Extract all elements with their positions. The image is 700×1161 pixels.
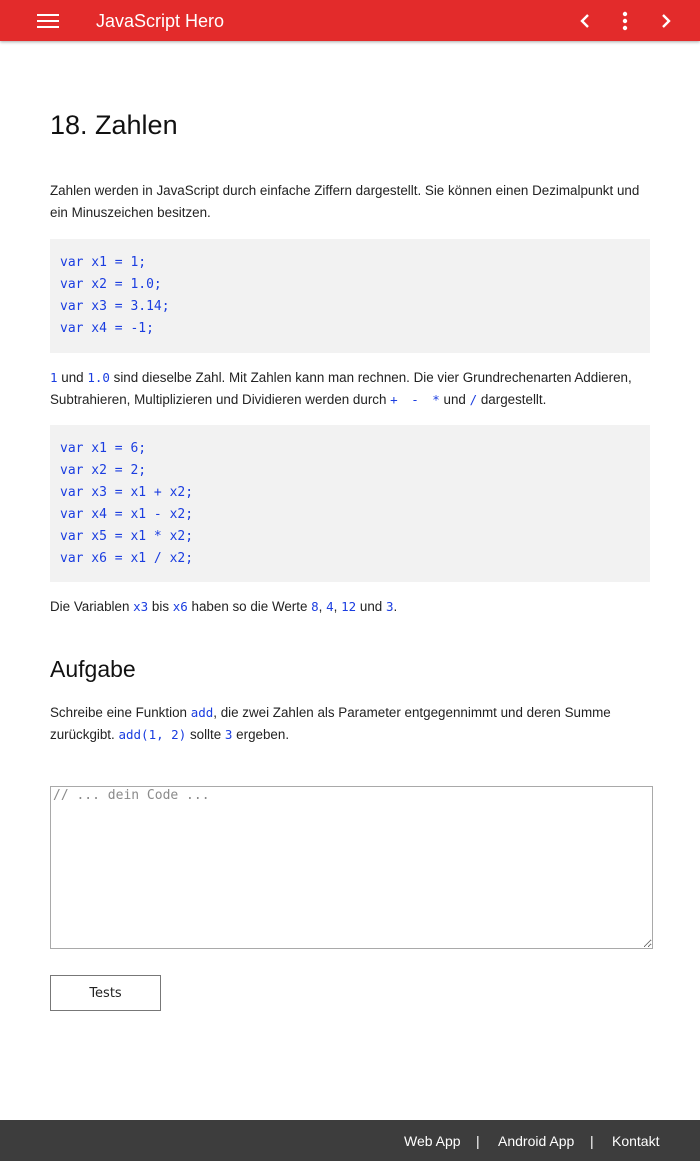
code-line: var x1 = 6; bbox=[60, 441, 147, 456]
code-line: var x2 = 1.0; bbox=[60, 277, 162, 292]
inline-code: + - * bbox=[390, 392, 440, 407]
footer-separator: | bbox=[590, 1133, 594, 1149]
code-block-declarations bbox=[50, 239, 650, 353]
app-title: JavaScript Hero bbox=[96, 11, 225, 31]
inline-code: 12 bbox=[341, 599, 357, 614]
footer-separator: | bbox=[476, 1133, 480, 1149]
code-line: var x6 = x1 / x2; bbox=[60, 551, 194, 566]
code-line: var x2 = 2; bbox=[60, 463, 147, 478]
inline-code: 1 bbox=[50, 370, 58, 385]
inline-code: 4 bbox=[326, 599, 334, 614]
task-description: Schreibe eine Funktion add, die zwei Zahlen als Parameter entgegennimmt und deren Summe zurückgibt. add(1, 2) sollte 3 ergeben. bbox=[50, 705, 611, 742]
inline-code: add bbox=[190, 705, 214, 720]
footer-link-web-app[interactable]: Web App bbox=[404, 1133, 461, 1149]
inline-code: add(1, 2) bbox=[118, 727, 187, 742]
footer bbox=[0, 1120, 700, 1161]
chevron-right-icon[interactable] bbox=[654, 9, 678, 33]
lesson-values-paragraph: Die Variablen x3 bis x6 haben so die Werte 8, 4, 12 und 3. bbox=[50, 599, 398, 614]
lesson-intro: Zahlen werden in JavaScript durch einfache Ziffern dargestellt. Sie können einen Dezimalpunkt und ein Minuszeichen besitzen. bbox=[50, 183, 640, 220]
inline-code: 3 bbox=[224, 727, 233, 742]
task-heading: Aufgabe bbox=[50, 656, 136, 682]
lesson-title: 18. Zahlen bbox=[50, 110, 178, 140]
code-line: var x3 = x1 + x2; bbox=[60, 485, 194, 500]
more-vert-icon[interactable] bbox=[613, 9, 637, 33]
chevron-left-icon[interactable] bbox=[573, 9, 597, 33]
lesson-arithmetic-paragraph: 1 und 1.0 sind dieselbe Zahl. Mit Zahlen kann man rechnen. Die vier Grundrechenarten Addieren, Subtrahieren, Multiplizieren und Dividieren werden durch + - * und / dargestellt. bbox=[50, 370, 632, 407]
code-line: var x1 = 1; bbox=[60, 255, 147, 270]
code-block-arithmetic bbox=[50, 425, 650, 582]
footer-link-kontakt[interactable]: Kontakt bbox=[612, 1133, 660, 1149]
inline-code: / bbox=[469, 392, 478, 407]
menu-icon[interactable] bbox=[36, 12, 60, 30]
inline-code: x6 bbox=[172, 599, 188, 614]
footer-link-android-app[interactable]: Android App bbox=[498, 1133, 575, 1149]
inline-code: 3 bbox=[385, 599, 394, 614]
code-line: var x3 = 3.14; bbox=[60, 299, 170, 314]
code-line: var x4 = -1; bbox=[60, 321, 154, 336]
code-editor[interactable] bbox=[50, 786, 653, 949]
code-line: var x4 = x1 - x2; bbox=[60, 507, 194, 522]
app-header bbox=[0, 0, 700, 41]
inline-code: 8 bbox=[311, 599, 319, 614]
inline-code: 1.0 bbox=[87, 370, 110, 385]
code-line: var x5 = x1 * x2; bbox=[60, 529, 194, 544]
inline-code: x3 bbox=[133, 599, 149, 614]
tests-button[interactable]: Tests bbox=[50, 975, 161, 1011]
